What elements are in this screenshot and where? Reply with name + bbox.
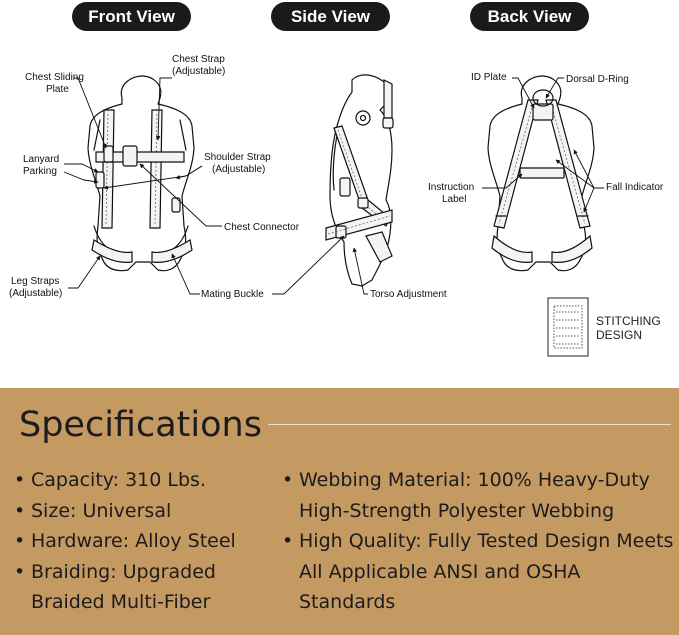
spec-braiding: • Braiding: Upgraded Braided Multi-Fiber [14,557,274,618]
chest-buckle-front [123,146,137,166]
label-shoulder-strap: Shoulder Strap (Adjustable) [204,152,271,175]
label-torso-adjustment: Torso Adjustment [370,289,447,300]
back-view-title: Back View [470,2,589,31]
specifications-title: Specifications [19,405,262,445]
label-leg-straps: Leg Straps (Adjustable) [9,276,63,299]
spec-hardware: • Hardware: Alloy Steel [14,526,274,557]
label-fall-indicator: Fall Indicator [606,182,664,193]
spec-list-left [14,465,274,618]
front-view-title: Front View [72,2,191,31]
label-dorsal-d-ring: Dorsal D-Ring [566,74,629,85]
side-view-title: Side View [271,2,390,31]
spec-size: • Size: Universal [14,496,274,527]
label-chest-strap: Chest Strap (Adjustable) [172,54,226,77]
label-stitching-design: STITCHING DESIGN [596,314,661,342]
harness-diagram [0,36,679,386]
title-divider [268,424,671,425]
spec-capacity: • Capacity: 310 Lbs. [14,465,274,496]
label-chest-connector: Chest Connector [224,222,300,233]
spec-list-right [282,465,674,618]
label-instruction-label: Instruction Label [428,182,475,205]
stitching-design-icon [548,298,588,356]
label-mating-buckle: Mating Buckle [201,289,264,300]
label-lanyard-parking: Lanyard Parking [23,154,60,177]
label-id-plate: ID Plate [471,72,507,83]
spec-quality: • High Quality: Fully Tested Design Meets All Applicable ANSI and OSHA Standards [282,526,674,618]
spec-webbing: • Webbing Material: 100% Heavy-Duty High-Strength Polyester Webbing [282,465,674,526]
specifications-panel [0,388,679,635]
label-chest-sliding-plate: Chest Sliding Plate [25,72,84,95]
